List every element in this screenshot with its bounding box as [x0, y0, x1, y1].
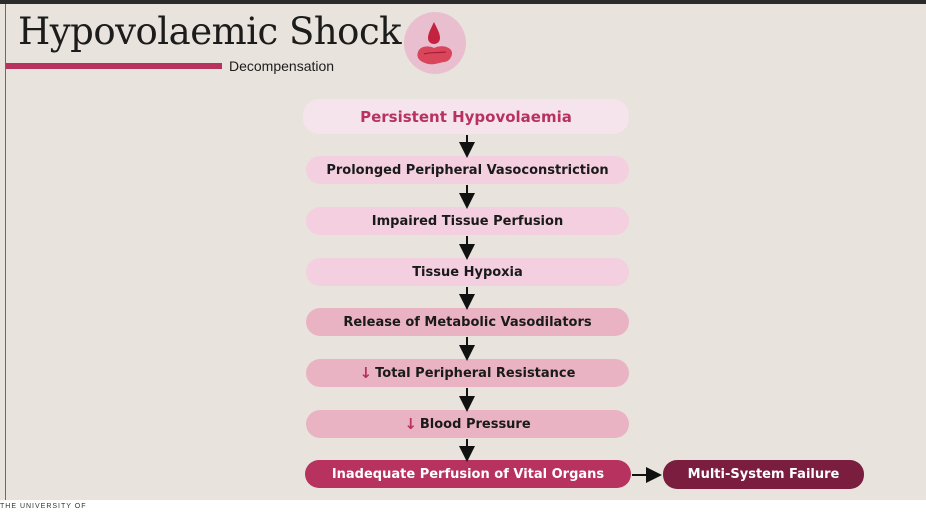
decrease-arrow-icon: ↓: [404, 415, 417, 433]
flow-step-label: Inadequate Perfusion of Vital Organs: [331, 466, 605, 482]
flow-step-label: Tissue Hypoxia: [412, 264, 523, 280]
decrease-arrow-icon: ↓: [359, 364, 373, 382]
footer-institution: THE UNIVERSITY OF: [0, 503, 87, 510]
flow-step-label: Release of Metabolic Vasodilators: [343, 314, 592, 330]
outcome-label: Multi-System Failure: [687, 467, 840, 482]
flow-step-label: Impaired Tissue Perfusion: [371, 213, 564, 229]
flow-step-label: Total Peripheral Resistance: [375, 365, 576, 381]
flow-step-label: Prolonged Peripheral Vasoconstriction: [326, 162, 609, 178]
flow-step-label: Blood Pressure: [419, 416, 531, 432]
slide-subtitle: Decompensation: [229, 58, 335, 74]
slide-title: Hypovolaemic Shock: [18, 10, 402, 53]
flow-step-label: Persistent Hypovolaemia: [360, 107, 572, 126]
